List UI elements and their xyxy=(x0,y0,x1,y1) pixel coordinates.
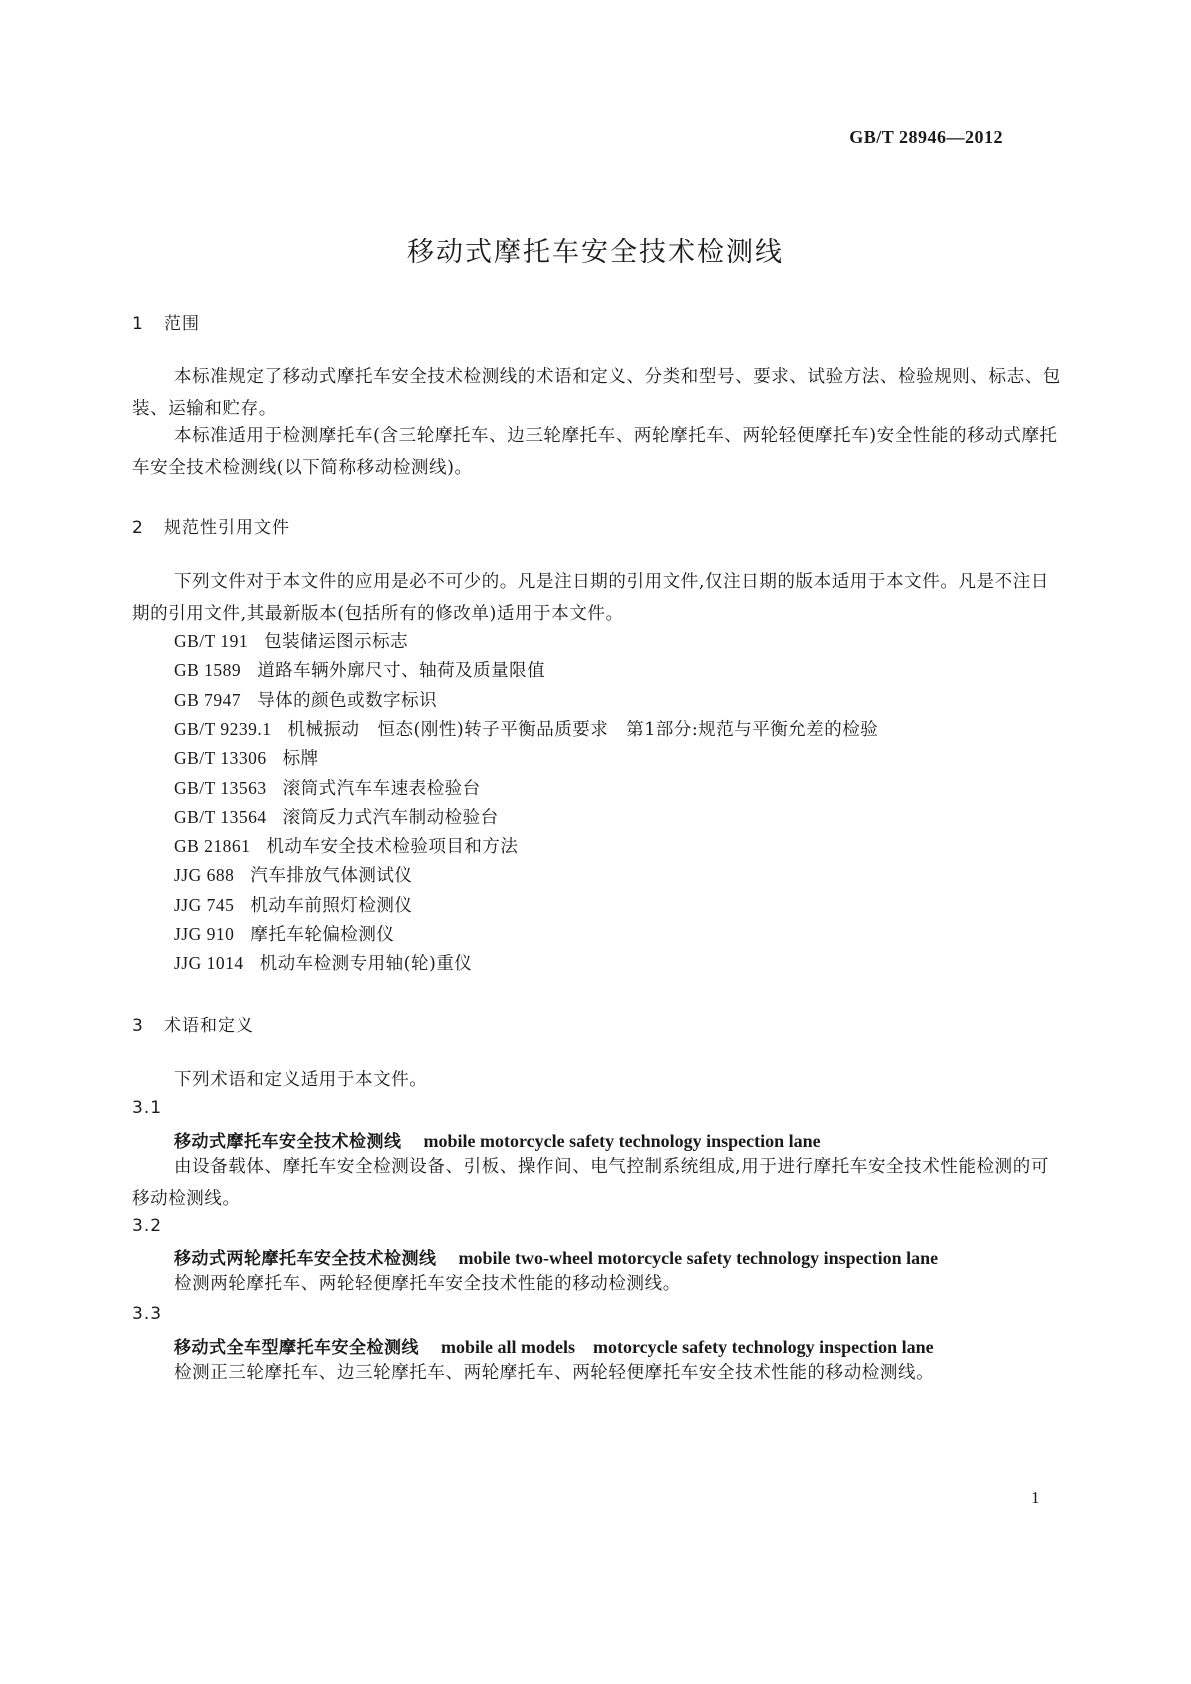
reference-code: JJG 1014 xyxy=(174,953,244,973)
term-english: mobile two-wheel motorcycle safety technology inspection lane xyxy=(458,1248,939,1268)
scope-paragraph-2: 本标准适用于检测摩托车(含三轮摩托车、边三轮摩托车、两轮摩托车、两轮轻便摩托车)安全性能的移动式摩托车安全技术检测线(以下简称移动检测线)。 xyxy=(132,426,1058,478)
term-definition: 检测两轮摩托车、两轮轻便摩托车安全技术性能的移动检测线。 xyxy=(174,1274,681,1294)
reference-title: 机械振动 恒态(刚性)转子平衡品质要求 第1部分:规范与平衡允差的检验 xyxy=(287,720,879,740)
term-chinese: 移动式全车型摩托车安全检测线 xyxy=(174,1338,419,1358)
term-english: mobile motorcycle safety technology inspection lane xyxy=(423,1131,821,1151)
reference-title: 包装储运图示标志 xyxy=(264,632,409,652)
reference-title: 导体的颜色或数字标识 xyxy=(257,691,438,711)
reference-title: 摩托车轮偏检测仪 xyxy=(250,925,395,945)
reference-item xyxy=(174,742,319,775)
section-title: 术语和定义 xyxy=(164,1016,254,1036)
section-3-heading xyxy=(132,1011,254,1036)
term-number: 3.3 xyxy=(132,1304,163,1324)
reference-item xyxy=(174,947,472,980)
term-english: mobile all models motorcycle safety technology inspection lane xyxy=(441,1337,934,1357)
reference-code: GB/T 13306 xyxy=(174,748,267,768)
term-title xyxy=(174,1244,938,1269)
reference-title: 滚筒式汽车车速表检验台 xyxy=(282,779,481,799)
reference-title: 机动车前照灯检测仪 xyxy=(250,896,413,916)
reference-title: 机动车安全技术检验项目和方法 xyxy=(266,837,519,857)
document-title: 移动式摩托车安全技术检测线 xyxy=(407,237,784,268)
reference-code: GB/T 13563 xyxy=(174,778,267,798)
reference-code: GB/T 9239.1 xyxy=(174,719,272,739)
reference-code: JJG 910 xyxy=(174,924,235,944)
reference-title: 滚筒反力式汽车制动检验台 xyxy=(282,808,499,828)
section-2-heading xyxy=(132,513,290,538)
reference-title: 道路车辆外廓尺寸、轴荷及质量限值 xyxy=(257,661,546,681)
term-definition: 检测正三轮摩托车、边三轮摩托车、两轮摩托车、两轮轻便摩托车安全技术性能的移动检测线。 xyxy=(174,1363,935,1383)
reference-code: GB 21861 xyxy=(174,836,251,856)
section-number: 1 xyxy=(132,314,144,334)
term-definition: 由设备载体、摩托车安全检测设备、引板、操作间、电气控制系统组成,用于进行摩托车安全技术性能检测的可移动检测线。 xyxy=(132,1157,1049,1209)
reference-code: GB/T 13564 xyxy=(174,807,267,827)
section-title: 规范性引用文件 xyxy=(164,518,290,538)
section-1-heading xyxy=(132,309,200,334)
reference-title: 标牌 xyxy=(282,749,319,769)
reference-code: GB 1589 xyxy=(174,660,242,680)
reference-code: GB 7947 xyxy=(174,690,242,710)
reference-item xyxy=(174,654,545,687)
reference-code: JJG 688 xyxy=(174,865,235,885)
term-chinese: 移动式两轮摩托车安全技术检测线 xyxy=(174,1249,437,1269)
term-title xyxy=(174,1333,934,1359)
reference-title: 汽车排放气体测试仪 xyxy=(250,866,413,886)
reference-code: JJG 745 xyxy=(174,895,235,915)
reference-item xyxy=(174,859,412,892)
reference-title: 机动车检测专用轴(轮)重仪 xyxy=(259,954,473,974)
term-number: 3.2 xyxy=(132,1216,163,1236)
term-chinese: 移动式摩托车安全技术检测线 xyxy=(174,1132,402,1152)
section-number: 2 xyxy=(132,518,144,538)
terms-intro: 下列术语和定义适用于本文件。 xyxy=(174,1070,428,1090)
section-number: 3 xyxy=(132,1016,144,1036)
reference-code: GB/T 191 xyxy=(174,631,249,651)
scope-paragraph-1: 本标准规定了移动式摩托车安全技术检测线的术语和定义、分类和型号、要求、试验方法、检验规则、标志、包装、运输和贮存。 xyxy=(132,367,1061,419)
section-title: 范围 xyxy=(164,314,200,334)
references-intro: 下列文件对于本文件的应用是必不可少的。凡是注日期的引用文件,仅注日期的版本适用于本文件。凡是不注日期的引用文件,其最新版本(包括所有的修改单)适用于本文件。 xyxy=(132,572,1049,624)
page-number: 1 xyxy=(1031,1488,1040,1507)
term-title xyxy=(174,1127,821,1152)
standard-number: GB/T 28946—2012 xyxy=(849,127,1003,147)
term-number: 3.1 xyxy=(132,1098,163,1118)
